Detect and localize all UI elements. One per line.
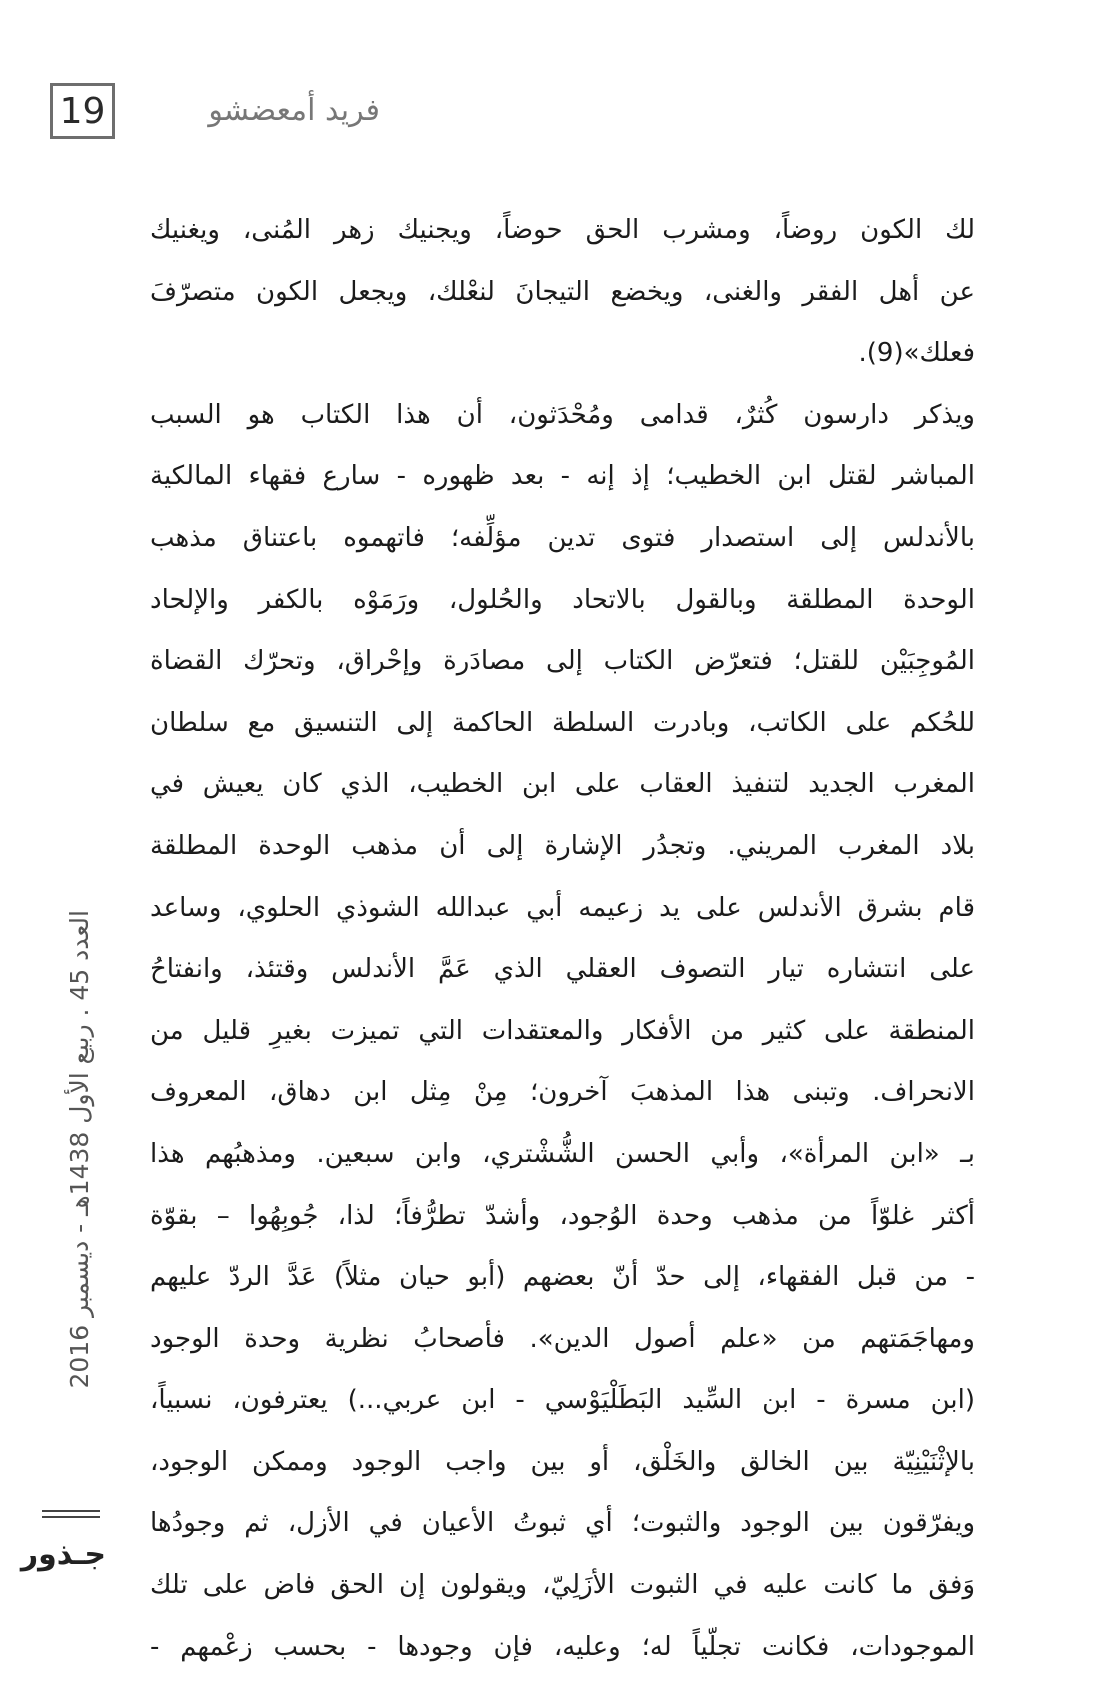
body-line: بالإثْنَيْنِيّة بين الخالق والخَلْق، أو بين واجب الوجود وممكن الوجود،: [150, 1446, 975, 1477]
journal-logo: جـذور: [20, 1537, 106, 1572]
body-line: الوحدة المطلقة وبالقول بالاتحاد والحُلول، ورَمَوْه بالكفر والإلحاد: [150, 584, 975, 615]
body-line: لك الكون روضاً، ومشرب الحق حوضاً، ويجنيك زهر المُنى، ويغنيك: [150, 215, 975, 245]
divider: [42, 1516, 100, 1518]
body-line: المنطقة على كثير من الأفكار والمعتقدات التي تميزت بغيرِ قليل من: [150, 1015, 975, 1046]
body-line: ومهاجَمَتهم من «علم أصول الدين». فأصحابُ نظرية وحدة الوجود: [150, 1323, 975, 1354]
body-line: فعلك»(9).: [858, 338, 975, 369]
body-line: المغرب الجديد لتنفيذ العقاب على ابن الخطيب، الذي كان يعيش في: [150, 769, 975, 800]
body-line: المباشر لقتل ابن الخطيب؛ إذ إنه - بعد ظهوره - سارع فقهاء المالكية: [150, 461, 975, 492]
body-line: قام بشرق الأندلس على يد زعيمه أبي عبدالله الشوذي الحلوي، وساعد: [150, 892, 975, 923]
body-line: ويذكر دارسون كُثرٌ، قدامى ومُحْدَثون، أن هذا الكتاب هو السبب: [150, 399, 975, 430]
body-line: بـ «ابن المرأة»، وأبي الحسن الشُّشْتري، وابن سبعين. ومذهبُهم هذا: [150, 1138, 975, 1169]
body-line: على انتشاره تيار التصوف العقلي الذي عَمَّ الأندلس وقتئذ، وانفتاحُ: [150, 954, 975, 985]
body-line: عن أهل الفقر والغنى، ويخضع التيجانَ لنعْلك، ويجعل الكون متصرّفَ: [150, 276, 975, 307]
issue-info: العدد 45 . ربيع الأول 1438هـ - ديسمبر 2016: [65, 910, 94, 1389]
divider: [42, 1510, 100, 1512]
page-number: 19: [50, 83, 115, 139]
body-line: بالأندلس إلى استصدار فتوى تدين مؤلِّفه؛ فاتهموه باعتناق مذهب: [150, 522, 975, 553]
author-name: فريد أمعضشو: [208, 93, 380, 128]
body-line: ويفرّقون بين الوجود والثبوت؛ أي ثبوتُ الأعيان في الأزل، ثم وجودُها: [150, 1508, 975, 1539]
body-line: - من قبل الفقهاء، إلى حدّ أنّ بعضهم (أبو حيان مثلاً) عَدَّ الردّ عليهم: [150, 1262, 975, 1293]
body-line: وَفق ما كانت عليه في الثبوت الأزَلِيّ، ويقولون إن الحق فاض على تلك: [150, 1570, 975, 1601]
article-body: [150, 200, 975, 1678]
body-line: للحُكم على الكاتب، وبادرت السلطة الحاكمة إلى التنسيق مع سلطان: [150, 707, 975, 738]
body-line: الانحراف. وتبنى هذا المذهبَ آخرون؛ مِنْ مِثل ابن دهاق، المعروف: [150, 1077, 975, 1108]
body-line: الموجودات، فكانت تجلّياً له؛ وعليه، فإن وجودها - بحسب زعْمهم -: [150, 1631, 975, 1662]
body-line: بلاد المغرب المريني. وتجدُر الإشارة إلى أن مذهب الوحدة المطلقة: [150, 830, 975, 861]
body-line: أكثر غلوّاً من مذهب وحدة الوُجود، وأشدّ تطرُّفاً؛ لذا، جُوبِهُوا – بقوّة: [150, 1200, 975, 1231]
body-line: (ابن مسرة - ابن السِّيد البَطَلْيَوْسي - ابن عربي...) يعترفون، نسبياً،: [150, 1385, 975, 1416]
body-line: المُوجِبَيْن للقتل؛ فتعرّض الكتاب إلى مصادَرة وإحْراق، وتحرّك القضاة: [150, 646, 975, 677]
